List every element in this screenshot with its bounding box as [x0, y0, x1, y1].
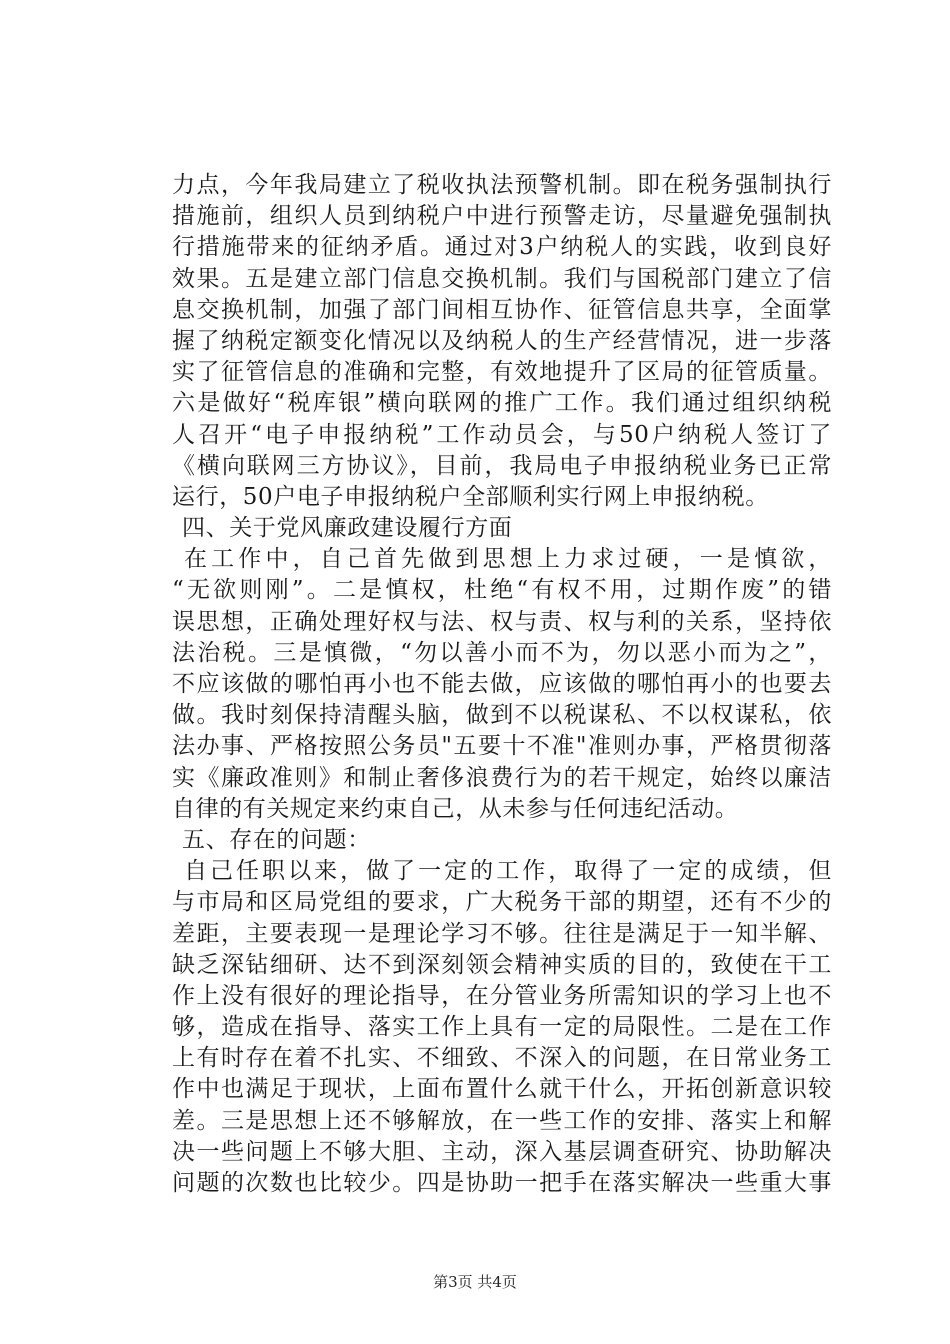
text-line: 实《廉政准则》和制止奢侈浪费行为的若干规定，始终以廉洁 — [172, 764, 832, 791]
text-line: 上有时存在着不扎实、不细致、不深入的问题，在日常业务工 — [172, 1045, 832, 1072]
text-line: 作中也满足于现状，上面布置什么就干什么，开拓创新意识较 — [172, 1076, 832, 1103]
text-line: 息交换机制，加强了部门间相互协作、征管信息共享，全面掌 — [172, 296, 832, 323]
text-line: 运行，50户电子申报纳税户全部顺利实行网上申报纳税。 — [172, 483, 769, 510]
text-line: 与市局和区局党组的要求，广大税务干部的期望，还有不少的 — [172, 889, 832, 916]
text-line: 缺乏深钻细研、达不到深刻领会精神实质的目的，致使在干工 — [172, 951, 832, 978]
text-line: 法办事、严格按照公务员"五要十不准"准则办事，严格贯彻落 — [172, 733, 832, 760]
text-line: 做。我时刻保持清醒头脑，做到不以税谋私、不以权谋私，依 — [172, 702, 832, 729]
text-line: 在工作中，自己首先做到思想上力求过硬，一是慎欲， — [184, 546, 832, 573]
page-footer: 第3页 共4页 — [433, 1273, 517, 1291]
text-line: 差距，主要表现一是理论学习不够。往往是满足于一知半解、 — [172, 920, 832, 947]
section-heading: 四、关于党风廉政建设履行方面 — [182, 515, 513, 542]
text-line: 法治税。三是慎微，“勿以善小而不为，勿以恶小而为之”， — [172, 639, 832, 666]
text-line: 措施前，组织人员到纳税户中进行预警走访，尽量避免强制执 — [172, 203, 832, 230]
text-line: 作上没有很好的理论指导，在分管业务所需知识的学习上也不 — [172, 982, 832, 1009]
text-line: 够，造成在指导、落实工作上具有一定的局限性。二是在工作 — [172, 1014, 832, 1041]
text-line: 问题的次数也比较少。四是协助一把手在落实解决一些重大事 — [172, 1170, 832, 1196]
text-line: 实了征管信息的准确和完整，有效地提升了区局的征管质量。 — [172, 359, 832, 386]
text-line: 行措施带来的征纳矛盾。通过对3户纳税人的实践，收到良好 — [172, 234, 832, 261]
text-line: 自己任职以来，做了一定的工作，取得了一定的成绩，但 — [184, 858, 832, 885]
text-line: 人召开“电子申报纳税”工作动员会，与50户纳税人签订了 — [172, 421, 832, 448]
text-line: 效果。五是建立部门信息交换机制。我们与国税部门建立了信 — [172, 265, 832, 292]
text-line: 决一些问题上不够大胆、主动，深入基层调查研究、协助解决 — [172, 1138, 832, 1165]
text-line: 握了纳税定额变化情况以及纳税人的生产经营情况，进一步落 — [172, 327, 832, 354]
text-line: 《横向联网三方协议》，目前，我局电子申报纳税业务已正常 — [172, 452, 832, 479]
text-line: “无欲则刚”。二是慎权，杜绝“有权不用，过期作废”的错 — [172, 577, 832, 604]
text-line: 不应该做的哪怕再小也不能去做，应该做的哪怕再小的也要去 — [172, 671, 832, 697]
text-line: 六是做好“税库银”横向联网的推广工作。我们通过组织纳税 — [172, 390, 832, 417]
text-line: 差。三是思想上还不够解放，在一些工作的安排、落实上和解 — [172, 1107, 832, 1134]
text-line: 自律的有关规定来约束自己，从未参与任何违纪活动。 — [172, 795, 739, 822]
text-line: 力点，今年我局建立了税收执法预警机制。即在税务强制执行 — [172, 172, 832, 198]
document-body — [172, 170, 832, 1199]
text-line: 误思想，正确处理好权与法、权与责、权与利的关系，坚持依 — [172, 608, 832, 635]
section-heading: 五、存在的问题： — [182, 826, 371, 853]
